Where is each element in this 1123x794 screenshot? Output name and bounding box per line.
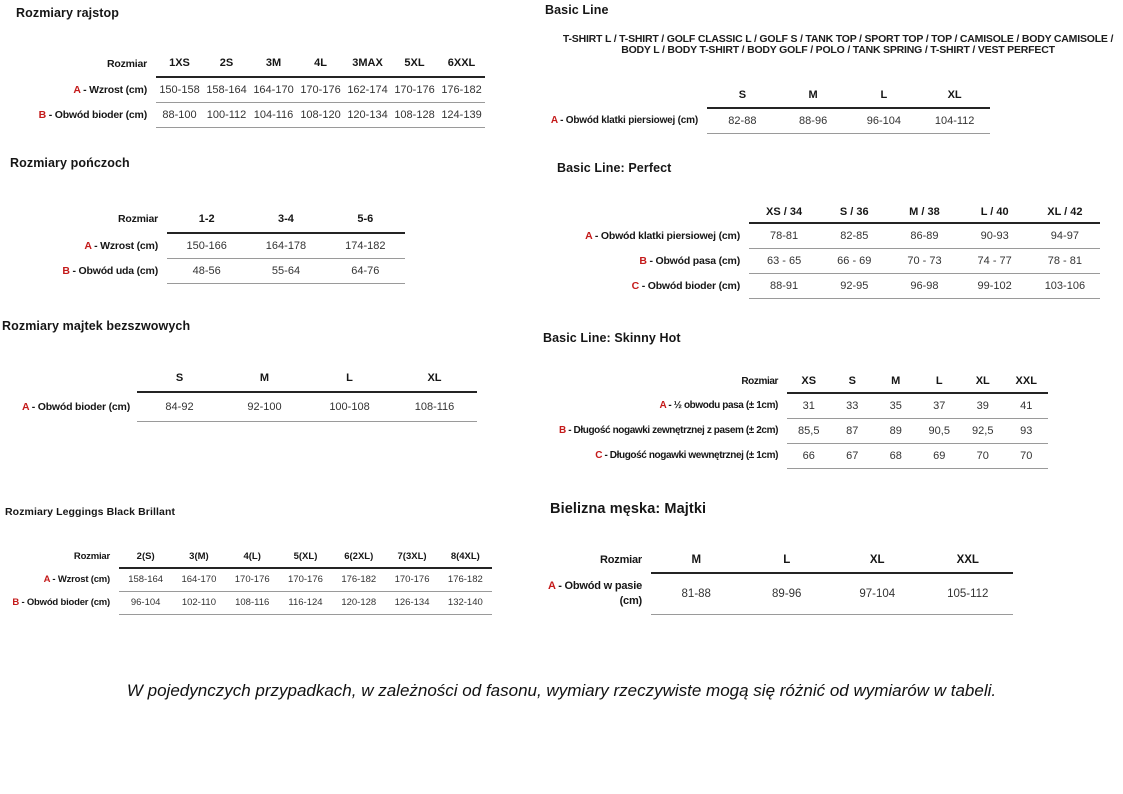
table-corner-label: Rozmiar (600, 553, 642, 566)
cell-value: 124-139 (438, 102, 485, 127)
row-label: A - Obwód w pasie (cm) (548, 579, 642, 607)
cell-value: 150-166 (167, 233, 246, 258)
row-label: A - Wzrost (cm) (73, 83, 147, 96)
cell-value: 126-134 (385, 591, 438, 614)
cell-value: 64-76 (326, 258, 405, 283)
cell-value: 70 - 73 (889, 248, 959, 273)
header-row (14, 50, 485, 77)
column-header: 8(4XL) (439, 545, 492, 568)
cell-value: 158-164 (119, 568, 172, 591)
column-header: S (831, 369, 875, 393)
cell-value: 176-182 (332, 568, 385, 591)
cell-value: 88-100 (156, 102, 203, 127)
row-label: C - Długość nogawki wewnętrznej (± 1cm) (595, 450, 778, 461)
cell-value: 82-88 (707, 108, 778, 133)
table-corner-label: Rozmiar (106, 57, 147, 70)
table-rajstop (14, 50, 485, 128)
cell-value: 67 (831, 443, 875, 468)
cell-value: 63 - 65 (749, 248, 819, 273)
header-row (545, 201, 1100, 223)
cell-value: 120-128 (332, 591, 385, 614)
cell-value: 93 (1005, 418, 1049, 443)
cell-value: 116-124 (279, 591, 332, 614)
cell-value: 70 (961, 443, 1005, 468)
cell-value: 158-164 (203, 77, 250, 102)
cell-value: 96-104 (849, 108, 920, 133)
cell-value: 84-92 (137, 392, 222, 421)
cell-value: 100-108 (307, 392, 392, 421)
column-header: 4(L) (226, 545, 279, 568)
cell-value: 78-81 (749, 223, 819, 248)
header-row (14, 205, 405, 233)
measure-letter: A (550, 115, 558, 126)
cell-value: 35 (874, 393, 918, 418)
cell-value: 99-102 (960, 273, 1030, 298)
cell-value: 33 (831, 393, 875, 418)
column-header: S (707, 82, 778, 108)
column-header: 6(2XL) (332, 545, 385, 568)
cell-value: 88-96 (778, 108, 849, 133)
column-header: 2S (203, 50, 250, 77)
cell-value: 94-97 (1030, 223, 1100, 248)
cell-value: 170-176 (391, 77, 438, 102)
measure-letter: A (659, 400, 666, 411)
measure-letter: C (631, 279, 639, 292)
cell-value: 55-64 (246, 258, 325, 283)
column-header: 1XS (156, 50, 203, 77)
row-label: A - ½ obwodu pasa (± 1cm) (659, 400, 778, 411)
table-row (545, 573, 1013, 614)
cell-value: 164-178 (246, 233, 325, 258)
measure-letter: A (22, 400, 29, 413)
column-header: M (222, 365, 307, 392)
cell-value: 100-112 (203, 102, 250, 127)
cell-value: 41 (1005, 393, 1049, 418)
cell-value: 104-116 (250, 102, 297, 127)
cell-value: 96-98 (889, 273, 959, 298)
measure-letter: A (43, 574, 50, 585)
cell-value: 66 (787, 443, 831, 468)
cell-value: 120-134 (344, 102, 391, 127)
section-title-skinny-hot: Basic Line: Skinny Hot (543, 331, 681, 345)
header-row (545, 547, 1013, 573)
measure-letter: B (38, 108, 46, 121)
measure-letter: B (12, 597, 19, 608)
column-header: 1-2 (167, 205, 246, 233)
row-label: B - Obwód pasa (cm) (639, 254, 740, 267)
cell-value: 31 (787, 393, 831, 418)
column-header: L (849, 82, 920, 108)
cell-value: 81-88 (651, 573, 742, 614)
cell-value: 85,5 (787, 418, 831, 443)
measure-letter: B (639, 254, 647, 267)
column-header: L (742, 547, 833, 573)
cell-value: 88-91 (749, 273, 819, 298)
header-row (513, 82, 990, 108)
table-corner-label: Rozmiar (741, 375, 778, 387)
row-label: A - Obwód klatki piersiowej (cm) (550, 115, 698, 126)
measure-letter: A (73, 83, 81, 96)
table-row (14, 258, 405, 283)
cell-value: 170-176 (297, 77, 344, 102)
table-skinny-hot (530, 369, 1048, 469)
cell-value: 78 - 81 (1030, 248, 1100, 273)
table-perfect (545, 201, 1100, 299)
table-majtki-bezszwowe (0, 365, 477, 422)
section-title-leggings: Rozmiary Leggings Black Brillant (5, 506, 176, 518)
row-label: A - Obwód klatki piersiowej (cm) (585, 229, 740, 242)
column-header: 5XL (391, 50, 438, 77)
column-header: XS (787, 369, 831, 393)
column-header: XL / 42 (1030, 201, 1100, 223)
cell-value: 39 (961, 393, 1005, 418)
cell-value: 170-176 (226, 568, 279, 591)
table-basic-line (513, 82, 990, 134)
measure-letter: A (84, 239, 92, 252)
table-ponczochy (14, 205, 405, 284)
table-row (5, 568, 492, 591)
table-corner-label: Rozmiar (73, 551, 110, 562)
column-header: S (137, 365, 222, 392)
cell-value: 90,5 (918, 418, 962, 443)
table-corner-label (545, 201, 749, 223)
cell-value: 132-140 (439, 591, 492, 614)
cell-value: 90-93 (960, 223, 1030, 248)
column-header: XL (392, 365, 477, 392)
cell-value: 82-85 (819, 223, 889, 248)
column-header: M (874, 369, 918, 393)
measure-letter: B (62, 264, 70, 277)
table-leggings (5, 545, 492, 615)
table-row (5, 591, 492, 614)
row-label: C - Obwód bioder (cm) (631, 279, 740, 292)
cell-value: 92,5 (961, 418, 1005, 443)
column-header: M (651, 547, 742, 573)
row-label: B - Obwód uda (cm) (62, 264, 158, 277)
cell-value: 69 (918, 443, 962, 468)
column-header: 3M (250, 50, 297, 77)
column-header: 7(3XL) (385, 545, 438, 568)
cell-value: 96-104 (119, 591, 172, 614)
column-header: M (778, 82, 849, 108)
cell-value: 103-106 (1030, 273, 1100, 298)
section-title-basic-line: Basic Line (545, 3, 609, 17)
row-label: A - Obwód bioder (cm) (22, 400, 130, 413)
cell-value: 108-128 (391, 102, 438, 127)
column-header: 3MAX (344, 50, 391, 77)
cell-value: 170-176 (279, 568, 332, 591)
measure-letter: B (559, 425, 566, 436)
table-row (530, 393, 1048, 418)
section-title-majtki-bezszwowe: Rozmiary majtek bezszwowych (2, 319, 191, 333)
cell-value: 174-182 (326, 233, 405, 258)
cell-value: 108-116 (226, 591, 279, 614)
row-label: B - Długość nogawki zewnętrznej z pasem (± 2cm) (559, 425, 778, 436)
table-row (545, 223, 1100, 248)
cell-value: 108-116 (392, 392, 477, 421)
cell-value: 48-56 (167, 258, 246, 283)
cell-value: 86-89 (889, 223, 959, 248)
header-row (5, 545, 492, 568)
row-label: A - Wzrost (cm) (84, 239, 158, 252)
header-row (0, 365, 477, 392)
cell-value: 92-95 (819, 273, 889, 298)
section-title-rajstop: Rozmiary rajstop (16, 6, 120, 20)
table-row (14, 102, 485, 127)
cell-value: 66 - 69 (819, 248, 889, 273)
cell-value: 108-120 (297, 102, 344, 127)
cell-value: 89 (874, 418, 918, 443)
column-header: 5-6 (326, 205, 405, 233)
cell-value: 176-182 (438, 77, 485, 102)
column-header: L (918, 369, 962, 393)
cell-value: 92-100 (222, 392, 307, 421)
table-row (545, 248, 1100, 273)
column-header: XS / 34 (749, 201, 819, 223)
column-header: L / 40 (960, 201, 1030, 223)
table-row (530, 418, 1048, 443)
cell-value: 89-96 (742, 573, 833, 614)
table-corner-label (0, 365, 137, 392)
column-header: XL (832, 547, 923, 573)
table-row (545, 273, 1100, 298)
column-header: 5(XL) (279, 545, 332, 568)
footnote-text: W pojedynczych przypadkach, w zależności od fasonu, wymiary rzeczywiste mogą się różnić od wymiarów w tabeli. (126, 681, 997, 700)
cell-value: 68 (874, 443, 918, 468)
table-row (14, 233, 405, 258)
table-bielizna-meska (545, 547, 1013, 615)
section-title-perfect: Basic Line: Perfect (557, 161, 672, 175)
column-header: XL (961, 369, 1005, 393)
measure-letter: A (585, 229, 593, 242)
cell-value: 102-110 (172, 591, 225, 614)
row-label: A - Wzrost (cm) (43, 574, 110, 585)
cell-value: 164-170 (172, 568, 225, 591)
cell-value: 170-176 (385, 568, 438, 591)
column-header: 4L (297, 50, 344, 77)
cell-value: 150-158 (156, 77, 203, 102)
table-row (0, 392, 477, 421)
column-header: XXL (923, 547, 1014, 573)
cell-value: 105-112 (923, 573, 1014, 614)
column-header: S / 36 (819, 201, 889, 223)
cell-value: 162-174 (344, 77, 391, 102)
cell-value: 70 (1005, 443, 1049, 468)
header-row (530, 369, 1048, 393)
row-label: B - Obwód bioder (cm) (38, 108, 147, 121)
basic-line-product-list: T-SHIRT L / T-SHIRT / GOLF CLASSIC L / GOLF S / TANK TOP / SPORT TOP / TOP / CAMISOLE / BODY CAMISOLE / BODY L / BODY T-SHIRT / BODY GOLF / POLO / TANK SPRING / T-SHIRT / VEST PERFECT (562, 33, 1114, 56)
table-row (530, 443, 1048, 468)
column-header: L (307, 365, 392, 392)
column-header: XXL (1005, 369, 1049, 393)
column-header: M / 38 (889, 201, 959, 223)
column-header: XL (919, 82, 990, 108)
cell-value: 87 (831, 418, 875, 443)
cell-value: 74 - 77 (960, 248, 1030, 273)
cell-value: 104-112 (919, 108, 990, 133)
measure-letter: C (595, 450, 603, 461)
table-corner-label: Rozmiar (117, 213, 158, 225)
column-header: 2(S) (119, 545, 172, 568)
cell-value: 164-170 (250, 77, 297, 102)
table-corner-label (513, 82, 707, 108)
cell-value: 37 (918, 393, 962, 418)
section-title-ponczochy: Rozmiary pończoch (10, 156, 130, 170)
row-label: B - Obwód bioder (cm) (12, 597, 110, 608)
column-header: 3(M) (172, 545, 225, 568)
cell-value: 176-182 (439, 568, 492, 591)
column-header: 3-4 (246, 205, 325, 233)
section-title-bielizna-meska: Bielizna męska: Majtki (550, 501, 707, 517)
measure-letter: A (548, 579, 556, 592)
table-row (513, 108, 990, 133)
column-header: 6XXL (438, 50, 485, 77)
table-row (14, 77, 485, 102)
cell-value: 97-104 (832, 573, 923, 614)
